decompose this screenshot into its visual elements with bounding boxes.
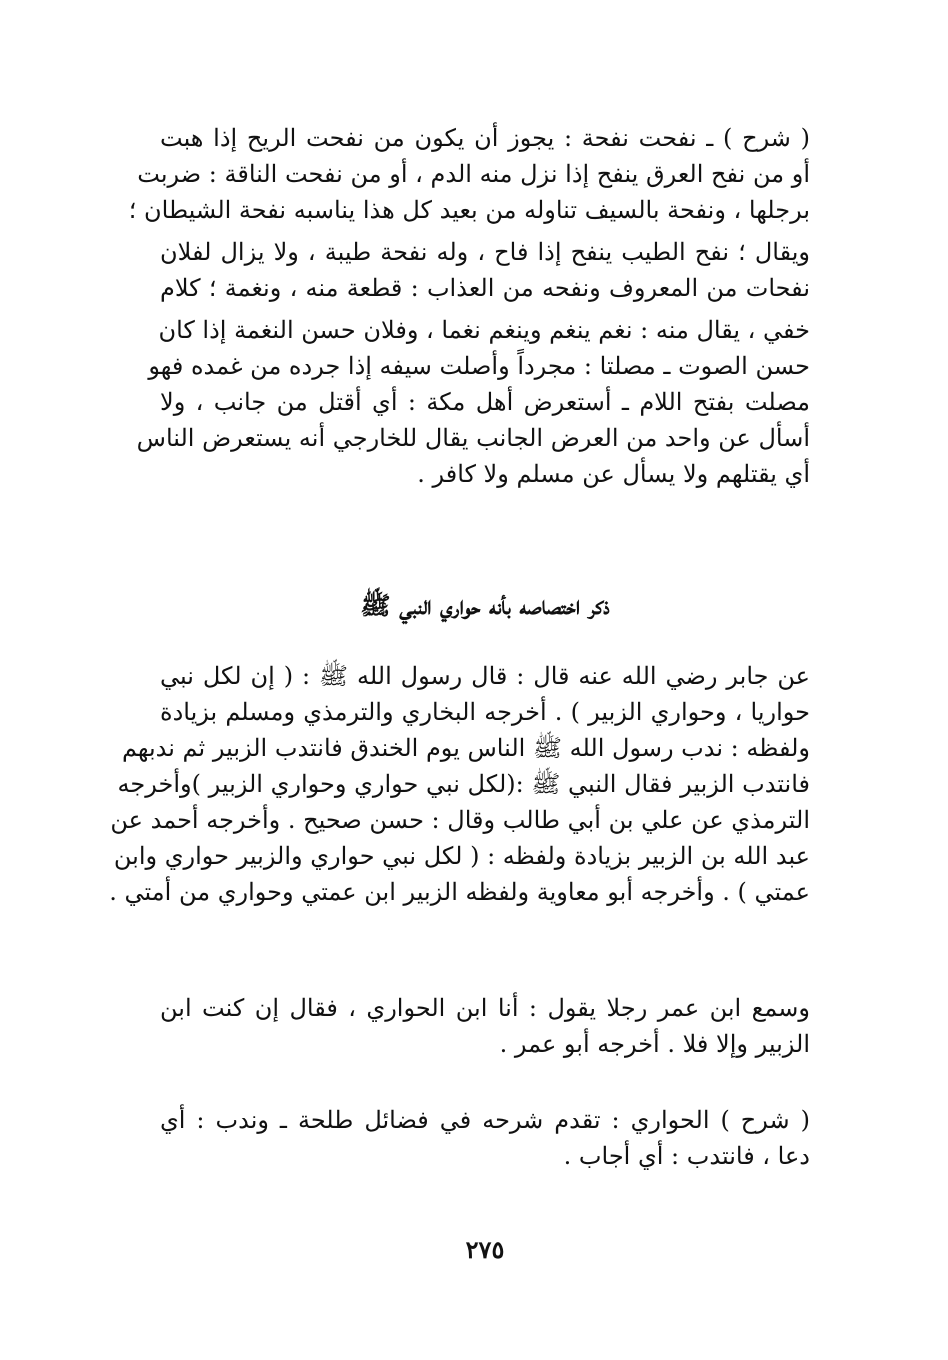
text-line: برجلها ، ونفحة بالسيف تناوله من بعيد كل هذا يناسبه نفحة الشيطان ؛ — [128, 196, 810, 224]
text-line: دعا ، فانتدب : أي أجاب . — [563, 1142, 810, 1170]
text-line: ويقال ؛ نفح الطيب ينفح إذا فاح ، وله نفحة طيبة ، ولا يزال لفلان — [160, 238, 810, 266]
text-line: حواريا ، وحواري الزبير ) . أخرجه البخاري والترمذي ومسلم بزيادة — [160, 698, 810, 726]
text-line: نفحات من المعروف ونفحه من العذاب : قطعة منه ، ونغمة ؛ كلام — [160, 274, 810, 302]
hadith-paragraph-jabir — [109, 658, 810, 910]
text-line: الترمذي عن علي بن أبي طالب وقال : حسن صحيح . وأخرجه أحمد عن — [110, 806, 810, 834]
text-line: حسن الصوت ـ مصلتا : مجرداً وأصلت سيفه إذا جرده من غمده فهو — [148, 352, 810, 380]
text-line: عن جابر رضي الله عنه قال : قال رسول الله ﷺ : ( إن لكل نبي — [160, 662, 810, 690]
text-line: مصلت بفتح اللام ـ أستعرض أهل مكة : أي أقتل من جانب ، ولا — [160, 388, 810, 416]
text-line: ( شرح ) الحواري : تقدم شرحه في فضائل طلحة ـ وندب : أي — [160, 1106, 810, 1134]
page-number: ٢٧٥ — [465, 1235, 505, 1264]
text-line: عمتي ) . وأخرجه أبو معاوية ولفظه الزبير ابن عمتي وحواري من أمتي . — [109, 878, 810, 906]
text-line: خفي ، يقال منه : نغم ينغم وينغم نغما ، وفلان حسن النغمة إذا كان — [158, 316, 810, 344]
text-line: فانتدب الزبير فقال النبي ﷺ :(لكل نبي حواري وحواري الزبير )وأخرجه — [117, 770, 810, 798]
text-line: وسمع ابن عمر رجلا يقول : أنا ابن الحواري ، فقال إن كنت ابن — [160, 994, 810, 1022]
text-line: أسأل عن واحد من العرض الجانب يقال للخارجي أنه يستعرض الناس — [136, 424, 810, 452]
text-line: أي يقتلهم ولا يسأل عن مسلم ولا كافر . — [417, 460, 810, 488]
text-line: ( شرح ) ـ نفحت نفحة : يجوز أن يكون من نفحت الريح إذا هبت — [160, 124, 810, 152]
sharh-paragraph-nafha — [128, 120, 810, 492]
text-line: ولفظه : ندب رسول الله ﷺ الناس يوم الخندق فانتدب الزبير ثم ندبهم — [121, 734, 810, 762]
section-heading: ذكر اختصاصه بأنه حواري النبي ﷺ — [360, 591, 610, 620]
text-line: عبد الله بن الزبير بزيادة ولفظه : ( لكل نبي حواري والزبير حواري وابن — [113, 842, 810, 870]
text-line: الزبير وإلا فلا . أخرجه أبو عمر . — [499, 1030, 810, 1058]
sharh-paragraph-hawari — [160, 1102, 810, 1174]
text-line: أو من نفح العرق ينفح إذا نزل منه الدم ، أو من نفحت الناقة : ضربت — [137, 160, 810, 188]
hadith-paragraph-ibn-umar — [160, 990, 810, 1062]
